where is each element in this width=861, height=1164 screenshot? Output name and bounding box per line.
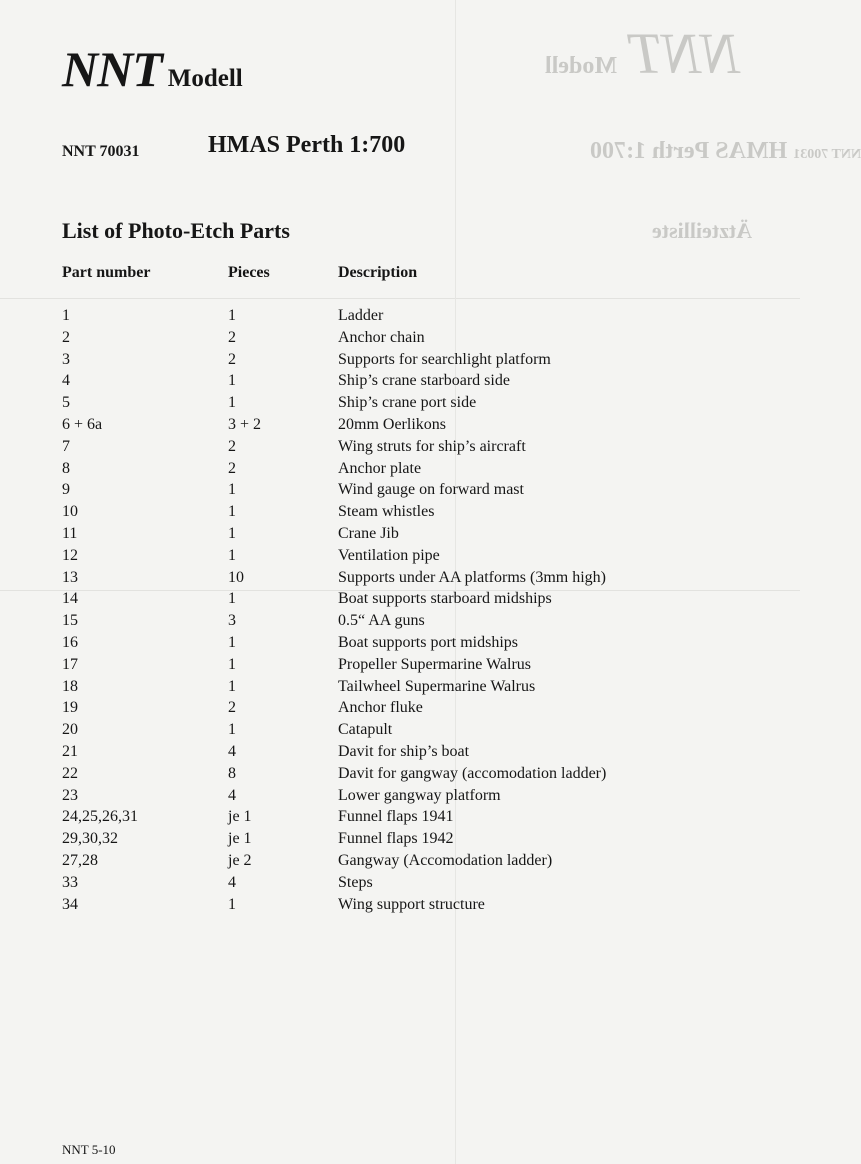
show-through-code: NNT 70031 (793, 147, 861, 162)
pieces-cell: 1 (228, 524, 236, 542)
description-cell: Gangway (Accomodation ladder) (338, 851, 553, 869)
table-row (0, 392, 800, 414)
pieces-cell: je 1 (228, 830, 252, 848)
pieces-cell: 1 (228, 394, 236, 412)
column-header-part-number: Part number (62, 264, 151, 281)
description-cell: Supports under AA platforms (3mm high) (338, 568, 606, 586)
pieces-cell: 2 (228, 459, 236, 477)
part-number-cell: 34 (62, 895, 78, 913)
part-number-cell: 2 (62, 328, 70, 346)
show-through-product-title: HMAS Perth 1:700 (590, 138, 788, 164)
table-row (0, 872, 800, 894)
description-cell: Anchor fluke (338, 699, 423, 717)
pieces-cell: 1 (228, 481, 236, 499)
table-row (0, 327, 800, 349)
description-cell: 20mm Oerlikons (338, 415, 446, 433)
table-row (0, 632, 800, 654)
pieces-cell: 1 (228, 546, 236, 564)
description-cell: Supports for searchlight platform (338, 350, 551, 368)
part-number-cell: 21 (62, 742, 78, 760)
pieces-cell: 1 (228, 895, 236, 913)
table-row (0, 676, 800, 698)
section-title: List of Photo-Etch Parts (62, 218, 290, 243)
table-row (0, 545, 800, 567)
show-through-logo (545, 20, 740, 87)
table-row (0, 806, 800, 828)
pieces-cell: 1 (228, 307, 236, 324)
brand-suffix: Modell (167, 65, 243, 92)
paper-fold-line (0, 298, 800, 299)
show-through-heading: Ätzteilliste (652, 218, 753, 243)
table-row (0, 894, 800, 916)
pieces-cell: 1 (228, 503, 236, 521)
pieces-cell: 1 (228, 372, 236, 390)
column-header-description: Description (338, 264, 418, 281)
part-number-cell: 8 (62, 459, 70, 477)
pieces-cell: je 1 (228, 808, 252, 826)
part-number-cell: 12 (62, 546, 78, 564)
description-cell: Davit for gangway (accomodation ladder) (338, 764, 607, 782)
description-cell: Boat supports port midships (338, 633, 519, 651)
pieces-cell: 1 (228, 590, 236, 608)
description-cell: Boat supports starboard midships (338, 590, 552, 608)
description-cell: Funnel flaps 1941 (338, 808, 454, 826)
description-cell: Wing support structure (338, 895, 485, 913)
table-row (0, 588, 800, 610)
description-cell: Propeller Supermarine Walrus (338, 655, 532, 673)
part-number-cell: 17 (62, 655, 78, 673)
pieces-cell: 8 (228, 764, 236, 782)
part-number-cell: 6 + 6a (62, 415, 103, 433)
description-cell: Lower gangway platform (338, 786, 501, 804)
product-code: NNT 70031 (62, 143, 140, 160)
product-title: HMAS Perth 1:700 (208, 132, 406, 158)
pieces-cell: 3 (228, 612, 236, 630)
description-cell: Steps (338, 873, 373, 891)
column-header-pieces: Pieces (228, 264, 270, 281)
pieces-cell: je 2 (228, 851, 252, 869)
pieces-cell: 2 (228, 350, 236, 368)
part-number-cell: 10 (62, 503, 78, 521)
show-through-title (590, 138, 861, 165)
description-cell: Ladder (338, 307, 384, 324)
part-number-cell: 16 (62, 633, 78, 651)
part-number-cell: 14 (62, 590, 78, 608)
table-row (0, 828, 800, 850)
pieces-cell: 4 (228, 873, 236, 891)
part-number-cell: 18 (62, 677, 78, 695)
description-cell: 0.5“ AA guns (338, 612, 425, 630)
part-number-cell: 11 (62, 524, 78, 542)
table-row (0, 719, 800, 741)
part-number-cell: 23 (62, 786, 78, 804)
description-cell: Davit for ship’s boat (338, 742, 470, 760)
part-number-cell: 22 (62, 764, 78, 782)
pieces-cell: 1 (228, 633, 236, 651)
pieces-cell: 2 (228, 437, 236, 455)
part-number-cell: 29,30,32 (62, 830, 118, 848)
part-number-cell: 3 (62, 350, 70, 368)
table-row (0, 479, 800, 501)
table-row (0, 763, 800, 785)
table-row (0, 741, 800, 763)
pieces-cell: 2 (228, 699, 236, 717)
table-row (0, 697, 800, 719)
description-cell: Wind gauge on forward mast (338, 481, 524, 499)
description-cell: Tailwheel Supermarine Walrus (338, 677, 536, 695)
description-cell: Catapult (338, 721, 393, 739)
part-number-cell: 9 (62, 481, 70, 499)
table-row (0, 370, 800, 392)
description-cell: Ship’s crane starboard side (338, 372, 510, 390)
table-row (0, 850, 800, 872)
table-row (0, 523, 800, 545)
pieces-cell: 4 (228, 742, 236, 760)
brand-name: NNT (62, 41, 162, 97)
part-number-cell: 20 (62, 721, 78, 739)
description-cell: Ventilation pipe (338, 546, 440, 564)
pieces-cell: 10 (228, 568, 244, 586)
part-number-cell: 24,25,26,31 (62, 808, 138, 826)
description-cell: Steam whistles (338, 503, 435, 521)
table-row (0, 436, 800, 458)
table-row (0, 610, 800, 632)
part-number-cell: 19 (62, 699, 78, 717)
description-cell: Anchor chain (338, 328, 425, 346)
show-through-brand-suffix: Modell (545, 53, 617, 79)
pieces-cell: 1 (228, 655, 236, 673)
table-row (0, 567, 800, 589)
part-number-cell: 27,28 (62, 851, 98, 869)
part-number-cell: 1 (62, 307, 70, 324)
part-number-cell: 13 (62, 568, 78, 586)
table-row (0, 501, 800, 523)
description-cell: Crane Jib (338, 524, 399, 542)
pieces-cell: 2 (228, 328, 236, 346)
table-row (0, 305, 800, 327)
footer-code: NNT 5-10 (62, 1142, 116, 1157)
part-number-cell: 33 (62, 873, 78, 891)
table-row (0, 785, 800, 807)
table-row (0, 458, 800, 480)
brand-logo (62, 40, 243, 98)
description-cell: Funnel flaps 1942 (338, 830, 454, 848)
table-row (0, 414, 800, 436)
parts-table (0, 305, 800, 915)
part-number-cell: 4 (62, 372, 70, 390)
description-cell: Anchor plate (338, 459, 422, 477)
description-cell: Wing struts for ship’s aircraft (338, 437, 526, 455)
table-row (0, 349, 800, 371)
table-row (0, 654, 800, 676)
show-through-brand: NNT (631, 21, 741, 86)
part-number-cell: 5 (62, 394, 70, 412)
description-cell: Ship’s crane port side (338, 394, 477, 412)
pieces-cell: 4 (228, 786, 236, 804)
pieces-cell: 3 + 2 (228, 415, 262, 433)
pieces-cell: 1 (228, 677, 236, 695)
part-number-cell: 7 (62, 437, 70, 455)
part-number-cell: 15 (62, 612, 78, 630)
pieces-cell: 1 (228, 721, 236, 739)
